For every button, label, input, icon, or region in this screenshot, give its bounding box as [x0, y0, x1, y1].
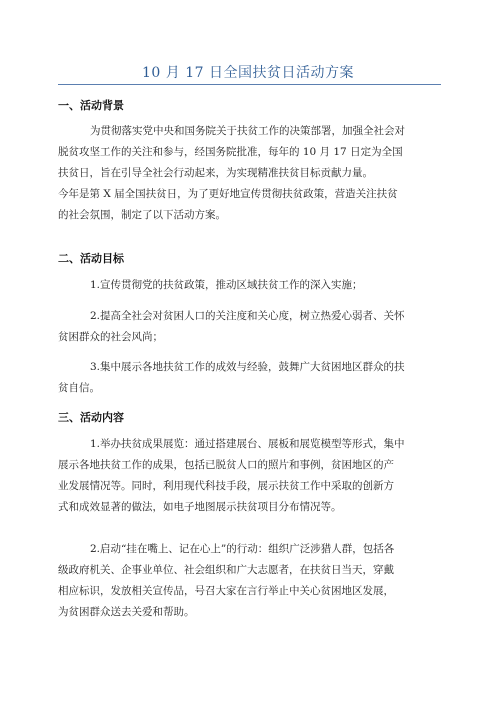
text-line: 为贯彻落实党中央和国务院关于扶贫工作的决策部署，加强全社会对 — [90, 125, 405, 137]
paragraph-content-1 — [58, 434, 448, 518]
text-line: 1.宣传贯彻党的扶贫政策，推动区域扶贫工作的深入实施； — [90, 279, 363, 291]
title-divider — [58, 84, 441, 85]
document-title: 10 月 17 日全国扶贫日活动方案 — [142, 65, 354, 81]
section-heading-background: 一、活动背景 — [58, 99, 124, 112]
text-line: 的社会氛围，制定了以下活动方案。 — [58, 209, 226, 221]
paragraph-background — [58, 121, 448, 226]
text-line: 为贫困群众送去关爱和帮助。 — [58, 606, 195, 618]
text-line: 贫自信。 — [58, 382, 100, 394]
text-line: 扶贫日，旨在引导全社会行动起来，为实现精准扶贫目标贡献力量。 — [58, 167, 373, 179]
text-line: 2.提高全社会对贫困人口的关注度和关心度，树立热爱心弱者、关怀 — [90, 310, 405, 322]
text-line: 展示各地扶贫工作的成果，包括已脱贫人口的照片和事例，贫困地区的产 — [58, 459, 394, 471]
text-line: 3.集中展示各地扶贫工作的成效与经验，鼓舞广大贫困地区群众的扶 — [90, 361, 405, 373]
text-line: 贫困群众的社会风尚； — [58, 331, 163, 343]
section-heading-content: 三、活动内容 — [58, 411, 124, 424]
section-heading-goals: 二、活动目标 — [58, 252, 124, 265]
text-line: 业发展情况等。同时，利用现代科技手段，展示扶贫工作中采取的创新方 — [58, 480, 394, 492]
text-line: 1.举办扶贫成果展览：通过搭建展台、展板和展览模型等形式，集中 — [90, 438, 405, 450]
paragraph-goal-1 — [58, 275, 448, 296]
paragraph-goal-2 — [58, 306, 448, 348]
text-line: 式和成效显著的做法，如电子地图展示扶贫项目分布情况等。 — [58, 501, 342, 513]
text-line: 今年是第 X 届全国扶贫日，为了更好地宣传贯彻扶贫政策，营造关注扶贫 — [58, 188, 398, 200]
paragraph-content-2 — [58, 539, 448, 623]
text-line: 脱贫攻坚工作的关注和参与，经国务院批准，每年的 10 月 17 日定为全国 — [58, 146, 403, 158]
text-line: 相应标识，发放相关宣传品，号召大家在言行举止中关心贫困地区发展， — [58, 585, 394, 597]
text-line: 级政府机关、企事业单位、社会组织和广大志愿者，在扶贫日当天，穿戴 — [58, 564, 394, 576]
text-line: 2.启动“挂在嘴上、记在心上”的行动：组织广泛涉猎人群，包括各 — [90, 543, 395, 555]
paragraph-goal-3 — [58, 357, 448, 399]
